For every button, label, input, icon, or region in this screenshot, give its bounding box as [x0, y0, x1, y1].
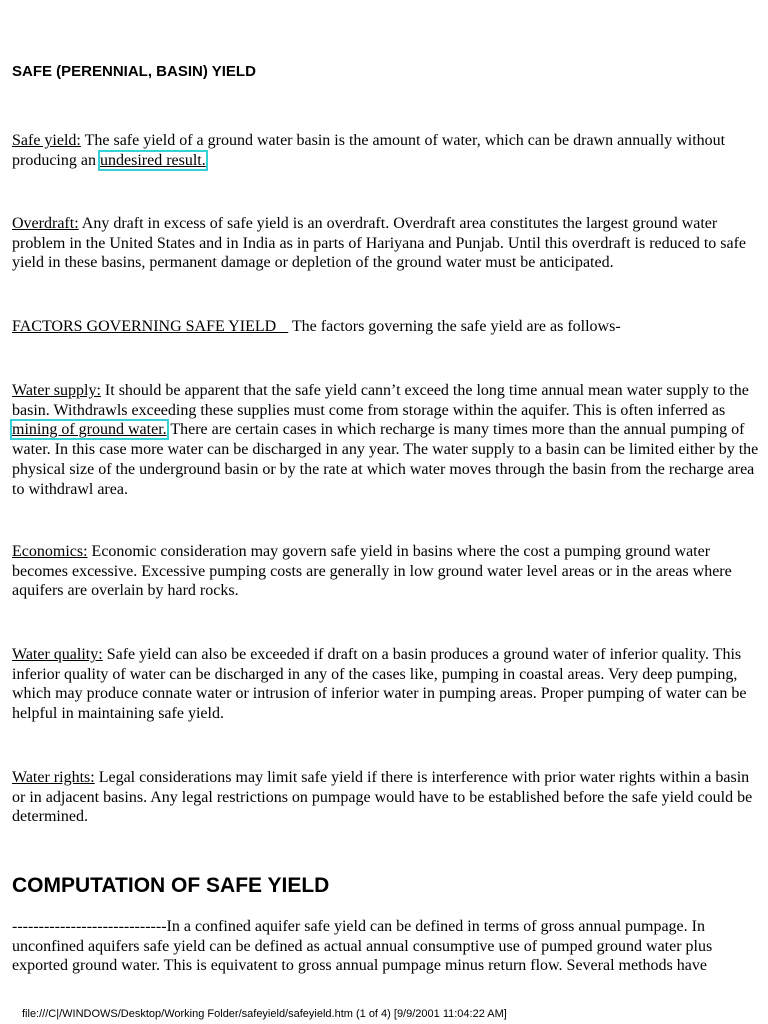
water-rights-label: Water rights:	[12, 769, 95, 786]
economics-text: Economic consideration may govern safe yield in basins where the cost a pumping ground water becomes excessive. Excessive pumping costs are generally in low ground water level areas or in the areas where aquifers are overlain by hard rocks.	[12, 543, 732, 600]
safe-yield-text: The safe yield of a ground water basin is the amount of water, which can be drawn annually without producing an	[12, 132, 726, 169]
water-quality-paragraph	[12, 645, 760, 724]
page-title: SAFE (PERENNIAL, BASIN) YIELD	[12, 63, 256, 80]
water-supply-text-1: It should be apparent that the safe yield cann’t exceed the long time annual mean water supply to the basin. Withdrawls exceeding these supplies must come from storage within the aquifer. This is often inferred as	[12, 382, 749, 419]
undesired-result-link[interactable]: undesired result.	[99, 151, 206, 169]
water-quality-label: Water quality:	[12, 646, 103, 663]
overdraft-label: Overdraft:	[12, 215, 79, 232]
mining-of-ground-water-link[interactable]: mining of ground water.	[12, 421, 167, 439]
water-rights-text: Legal considerations may limit safe yield if there is interference with prior water rights within a basin or in adjacent basins. Any legal restrictions on pumpage would have to be established before the safe yield could be determined.	[12, 769, 753, 826]
factors-paragraph	[12, 317, 760, 337]
economics-paragraph	[12, 542, 760, 601]
water-quality-text: Safe yield can also be exceeded if draft on a basin produces a ground water of inferior quality. This inferior quality of water can be discharged in any of the cases like, pumping in coastal areas. Very deep pumping, which may produce connate water or intrusion of inferior water in pumping areas. Proper pumping of water can be helpful in maintaining safe yield.	[12, 646, 747, 723]
factors-text: The factors governing the safe yield are as follows-	[288, 318, 621, 335]
water-rights-paragraph	[12, 768, 760, 827]
overdraft-text: Any draft in excess of safe yield is an overdraft. Overdraft area constitutes the largest ground water problem in the United States and in India as in parts of Hariyana and Punjab. Until this overdraft is reduced to safe yield in these basins, permanent damage or depletion of the ground water must be anticipated.	[12, 215, 747, 272]
factors-label: FACTORS GOVERNING SAFE YIELD	[12, 318, 289, 335]
computation-heading: COMPUTATION OF SAFE YIELD	[12, 874, 330, 897]
water-supply-label: Water supply:	[12, 382, 101, 399]
safe-yield-paragraph	[12, 131, 760, 170]
economics-label: Economics:	[12, 543, 88, 560]
water-supply-paragraph	[12, 381, 760, 499]
overdraft-paragraph	[12, 214, 760, 273]
browser-print-footer: file:///C|/WINDOWS/Desktop/Working Folder/safeyield/safeyield.htm (1 of 4) [9/9/2001 11:04:22 AM]	[22, 1008, 507, 1020]
safe-yield-label: Safe yield:	[12, 132, 81, 149]
computation-paragraph: -----------------------------In a confined aquifer safe yield can be defined in terms of gross annual pumpage. In unconfined aquifers safe yield can be defined as actual annual consumptive use of pumped ground water plus exported ground water. This is equivatent to gross annual pumpage minus return flow. Several methods have	[12, 918, 713, 975]
water-supply-text-2: There are certain cases in which recharge is many times more than the annual pumping of water. In this case more water can be discharged in any year. The water supply to a basin can be limited either by the physical size of the underground basin or by the rate at which water moves through the basin from the recharge area to withdrawl area.	[12, 421, 759, 498]
